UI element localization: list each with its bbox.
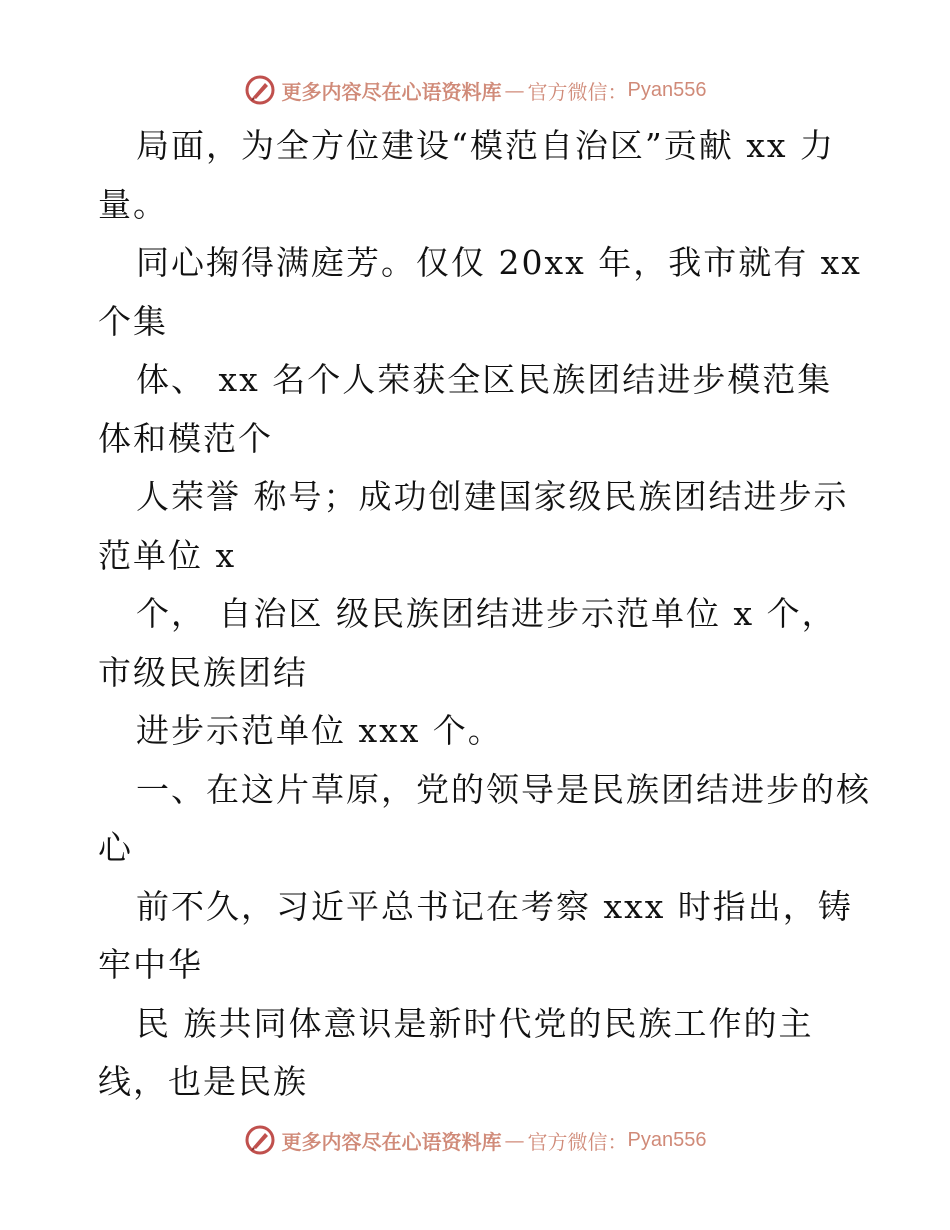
section-heading: 一、在这片草原，党的领导是民族团结进步的核	[136, 769, 871, 809]
body-line: 民 族共同体意识是新时代党的民族工作的主	[136, 1003, 814, 1043]
header-banner	[0, 70, 950, 110]
body-line: 体、 xx 名个人荣获全区民族团结进步模范集	[136, 360, 833, 399]
body-line: 人荣誉 称号；成功创建国家级民族团结进步示	[136, 477, 849, 516]
footer-banner-text: 更多内容尽在心语资料库	[281, 1129, 502, 1154]
footer-wechat-label: 官方微信：	[527, 1129, 628, 1154]
body-line: 市级民族团结	[98, 652, 308, 692]
document-body	[98, 117, 871, 1112]
body-line: 量。	[98, 184, 168, 224]
pen-logo-icon	[244, 74, 276, 106]
body-line: 范单位 x	[98, 535, 237, 575]
header-banner-dash: —	[504, 78, 525, 102]
body-line: 心	[98, 828, 133, 867]
body-line: 个集	[98, 301, 168, 341]
body-line: 前不久，习近平总书记在考察 xxx 时指出，铸	[136, 886, 853, 926]
body-line: 进步示范单位 xxx 个。	[136, 711, 503, 750]
header-wechat-label: 官方微信：	[527, 79, 628, 104]
body-line: 牢中华	[98, 945, 203, 984]
body-line: 线，也是民族	[98, 1062, 308, 1101]
body-line: 局面，为全方位建设“模范自治区”贡献 xx 力	[136, 126, 835, 165]
footer-banner	[0, 1120, 950, 1160]
body-line: 体和模范个	[98, 418, 273, 458]
header-banner-text: 更多内容尽在心语资料库	[281, 79, 502, 104]
body-line: 同心掬得满庭芳。仅仅 20xx 年，我市就有 xx	[136, 243, 862, 282]
footer-wechat-id: Pyan556	[627, 1128, 707, 1151]
header-wechat-id: Pyan556	[627, 78, 707, 101]
body-line: 个， 自治区 级民族团结进步示范单位 x 个，	[136, 594, 837, 633]
footer-banner-dash: —	[504, 1128, 525, 1152]
pen-logo-icon	[244, 1124, 276, 1156]
